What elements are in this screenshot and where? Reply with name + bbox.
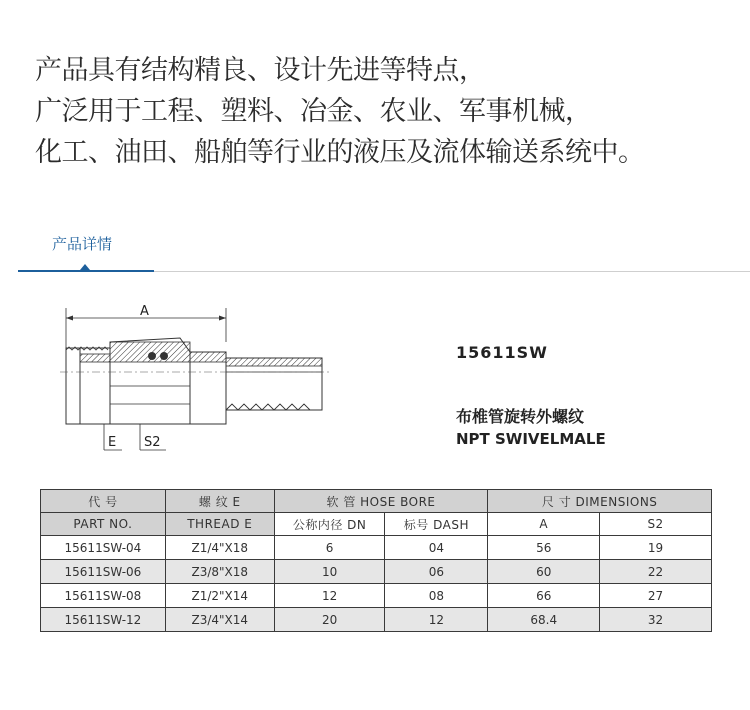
cell-dn: 6 xyxy=(274,536,385,560)
cell-s2: 22 xyxy=(600,560,712,584)
product-model: 15611SW xyxy=(456,343,548,362)
cell-part: 15611SW-06 xyxy=(41,560,166,584)
cell-thread: Z3/4"X14 xyxy=(165,608,274,632)
intro-text xyxy=(35,50,735,173)
header-dn: 公称内径 DN xyxy=(274,513,385,536)
s2-label: S2 xyxy=(144,435,161,450)
cell-a: 66 xyxy=(488,584,600,608)
header-a: A xyxy=(488,513,600,536)
cell-s2: 27 xyxy=(600,584,712,608)
intro-line-2: 广泛用于工程、塑料、冶金、农业、军事机械， xyxy=(35,96,592,127)
product-name-en: NPT SWIVELMALE xyxy=(456,430,606,448)
cell-dash: 06 xyxy=(385,560,488,584)
cell-thread: Z1/4"X18 xyxy=(165,536,274,560)
header-thread-cn: 螺 纹 E xyxy=(165,490,274,513)
table-row xyxy=(41,608,712,632)
table-row xyxy=(41,584,712,608)
cell-s2: 19 xyxy=(600,536,712,560)
table-row xyxy=(41,536,712,560)
product-name-cn: 布椎管旋转外螺纹 xyxy=(456,407,585,426)
cell-thread: Z1/2"X14 xyxy=(165,584,274,608)
header-dash: 标号 DASH xyxy=(385,513,488,536)
thread-e-label: E xyxy=(108,435,117,450)
cell-dn: 10 xyxy=(274,560,385,584)
cell-dash: 04 xyxy=(385,536,488,560)
fitting-drawing xyxy=(40,300,340,460)
header-s2: S2 xyxy=(600,513,712,536)
tab-product-details[interactable]: 产品详情 xyxy=(52,235,113,253)
dimension-a-label: A xyxy=(140,304,149,319)
cell-s2: 32 xyxy=(600,608,712,632)
cell-dn: 12 xyxy=(274,584,385,608)
cell-dash: 08 xyxy=(385,584,488,608)
cell-a: 56 xyxy=(488,536,600,560)
cell-a: 68.4 xyxy=(488,608,600,632)
cell-dn: 20 xyxy=(274,608,385,632)
cell-part: 15611SW-12 xyxy=(41,608,166,632)
tab-active-underline xyxy=(18,270,154,272)
spec-table xyxy=(40,489,712,632)
header-part-cn: 代 号 xyxy=(41,490,166,513)
cell-thread: Z3/8"X18 xyxy=(165,560,274,584)
header-part-en: PART NO. xyxy=(41,513,166,536)
cell-part: 15611SW-08 xyxy=(41,584,166,608)
header-hose-bore: 软 管 HOSE BORE xyxy=(274,490,488,513)
header-thread-en: THREAD E xyxy=(165,513,274,536)
cell-a: 60 xyxy=(488,560,600,584)
intro-line-1: 产品具有结构精良、设计先进等特点， xyxy=(35,55,486,86)
header-dimensions: 尺 寸 DIMENSIONS xyxy=(488,490,712,513)
cell-part: 15611SW-04 xyxy=(41,536,166,560)
tab-caret-icon xyxy=(80,264,90,270)
table-row xyxy=(41,560,712,584)
intro-line-3: 化工、油田、船舶等行业的液压及流体输送系统中。 xyxy=(35,137,645,168)
cell-dash: 12 xyxy=(385,608,488,632)
